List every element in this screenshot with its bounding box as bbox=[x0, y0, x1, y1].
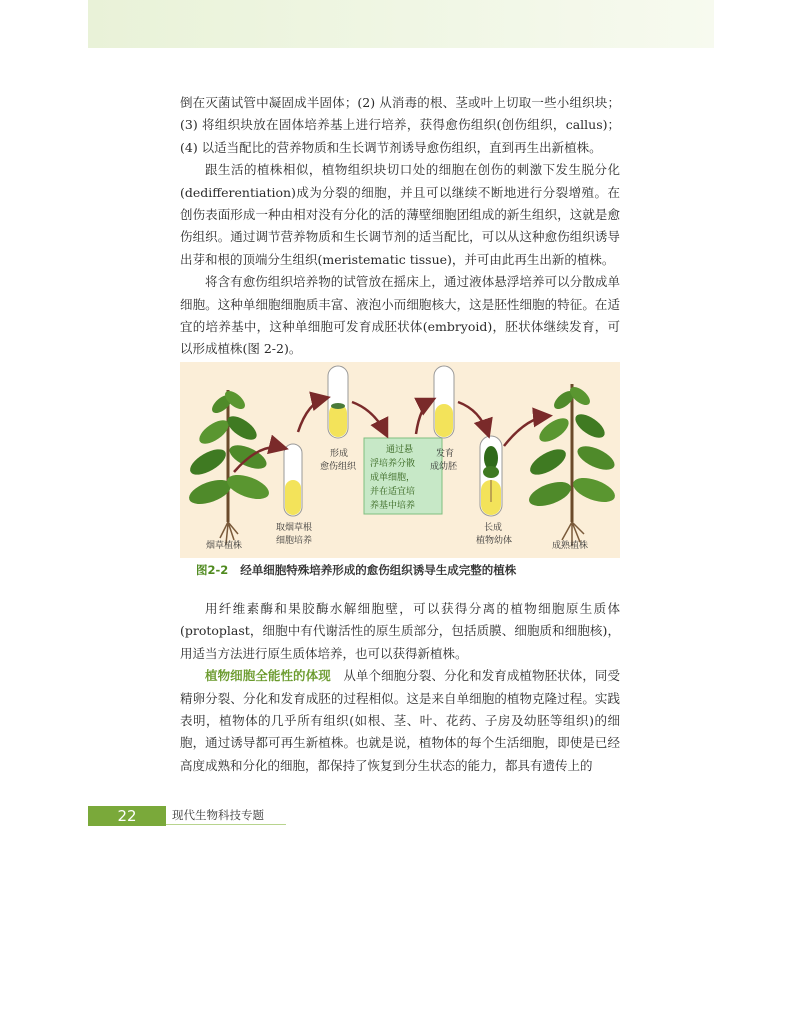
mature-plant-icon bbox=[526, 384, 618, 546]
arrow-icon bbox=[458, 402, 488, 434]
arrow-icon bbox=[298, 398, 326, 432]
label-tobacco: 烟草植株 bbox=[206, 541, 243, 551]
test-tube-4-icon bbox=[480, 436, 502, 516]
figure-2-2 bbox=[180, 362, 620, 558]
test-tube-1-icon bbox=[284, 444, 302, 516]
paragraph-1: 倒在灭菌试管中凝固成半固体；(2) 从消毒的根、茎或叶上切取一些小组织块；(3) 将组织块放在固体培养基上进行培养，获得愈伤组织(创伤组织，callus)；(4) 以适当配比的营养物质和生长调节剂诱导愈伤组织，直到再生出新植株。 bbox=[180, 95, 620, 155]
caption-text: 经单细胞特殊培养形成的愈伤组织诱导生成完整的植株 bbox=[240, 563, 517, 577]
label-form: 形成 bbox=[330, 449, 349, 459]
label-cell-culture: 细胞培养 bbox=[276, 536, 313, 546]
paragraph-totipotency bbox=[180, 665, 620, 777]
box-line-2: 浮培养分散 bbox=[370, 459, 416, 469]
label-mature: 成熟植株 bbox=[552, 541, 589, 551]
label-grow: 长成 bbox=[484, 523, 503, 533]
figure-caption bbox=[196, 562, 616, 578]
box-line-1: 通过悬 bbox=[386, 445, 414, 455]
header-band bbox=[88, 0, 714, 48]
totipotency-text: 从单个细胞分裂、分化和发育成植物胚状体，同受精卵分裂、分化和发育成胚的过程相似。这是来自单细胞的植物克隆过程。实践表明，植物体的几乎所有组织(如根、茎、叶、花药、子房及幼胚等组织)的细胞，通过诱导都可再生新植株。也就是说，植物体的每个生活细胞，即使是已经高度成熟和分化的细胞，都保持了恢复到分生状态的能力，都具有遗传上的 bbox=[180, 668, 620, 773]
label-develop: 发育 bbox=[436, 449, 455, 459]
paragraph-2: 跟生活的植株相似，植物组织块切口处的细胞在创伤的刺激下发生脱分化(dedifferentiation)成为分裂的细胞，并且可以继续不断地进行分裂增殖。在创伤表面形成一种由相对没有分化的活的薄壁细胞团组成的新生组织，这就是愈伤组织。通过调节营养物质和生长调节剂的适当配比，可以从这种愈伤组织诱导出芽和根的顶端分生组织(meristematic tissue)，并可由此再生出新的植株。 bbox=[180, 162, 620, 267]
label-embryo: 成幼胚 bbox=[430, 462, 458, 472]
label-callus: 愈伤组织 bbox=[320, 462, 357, 472]
arrow-icon bbox=[504, 416, 548, 446]
test-tube-3-icon bbox=[434, 366, 454, 438]
section-heading: 植物细胞全能性的体现 bbox=[205, 668, 331, 684]
box-line-3: 成单细胞， bbox=[370, 473, 416, 483]
box-line-4: 并在适宜培 bbox=[370, 487, 416, 497]
label-seedling: 植物幼体 bbox=[476, 536, 513, 546]
footer-divider bbox=[166, 824, 286, 825]
caption-number: 图2-2 bbox=[196, 563, 229, 577]
figure-illustration bbox=[180, 362, 620, 558]
arrow-icon bbox=[416, 400, 432, 434]
arrow-icon bbox=[352, 402, 386, 434]
body-text-bottom bbox=[180, 598, 620, 777]
test-tube-2-icon bbox=[328, 366, 348, 438]
body-text-top bbox=[180, 92, 620, 361]
paragraph-protoplast: 用纤维素酶和果胶酶水解细胞壁，可以获得分离的植物细胞原生质体(protoplast，细胞中有代谢活性的原生质部分，包括质膜、细胞质和细胞核)，用适当方法进行原生质体培养，也可以获得新植株。 bbox=[180, 601, 620, 661]
page-number: 22 bbox=[88, 806, 166, 826]
label-take-root: 取烟草根 bbox=[276, 523, 313, 533]
tobacco-plant-icon bbox=[186, 388, 272, 544]
book-title: 现代生物科技专题 bbox=[172, 808, 264, 822]
paragraph-3: 将含有愈伤组织培养物的试管放在摇床上，通过液体悬浮培养可以分散成单细胞。这种单细胞细胞质丰富、液泡小而细胞核大，这是胚性细胞的特征。在适宜的培养基中，这种单细胞可发育成胚状体(embryoid)，胚状体继续发育，可以形成植株(图 2-2)。 bbox=[180, 274, 620, 357]
box-line-5: 养基中培养 bbox=[370, 501, 416, 511]
